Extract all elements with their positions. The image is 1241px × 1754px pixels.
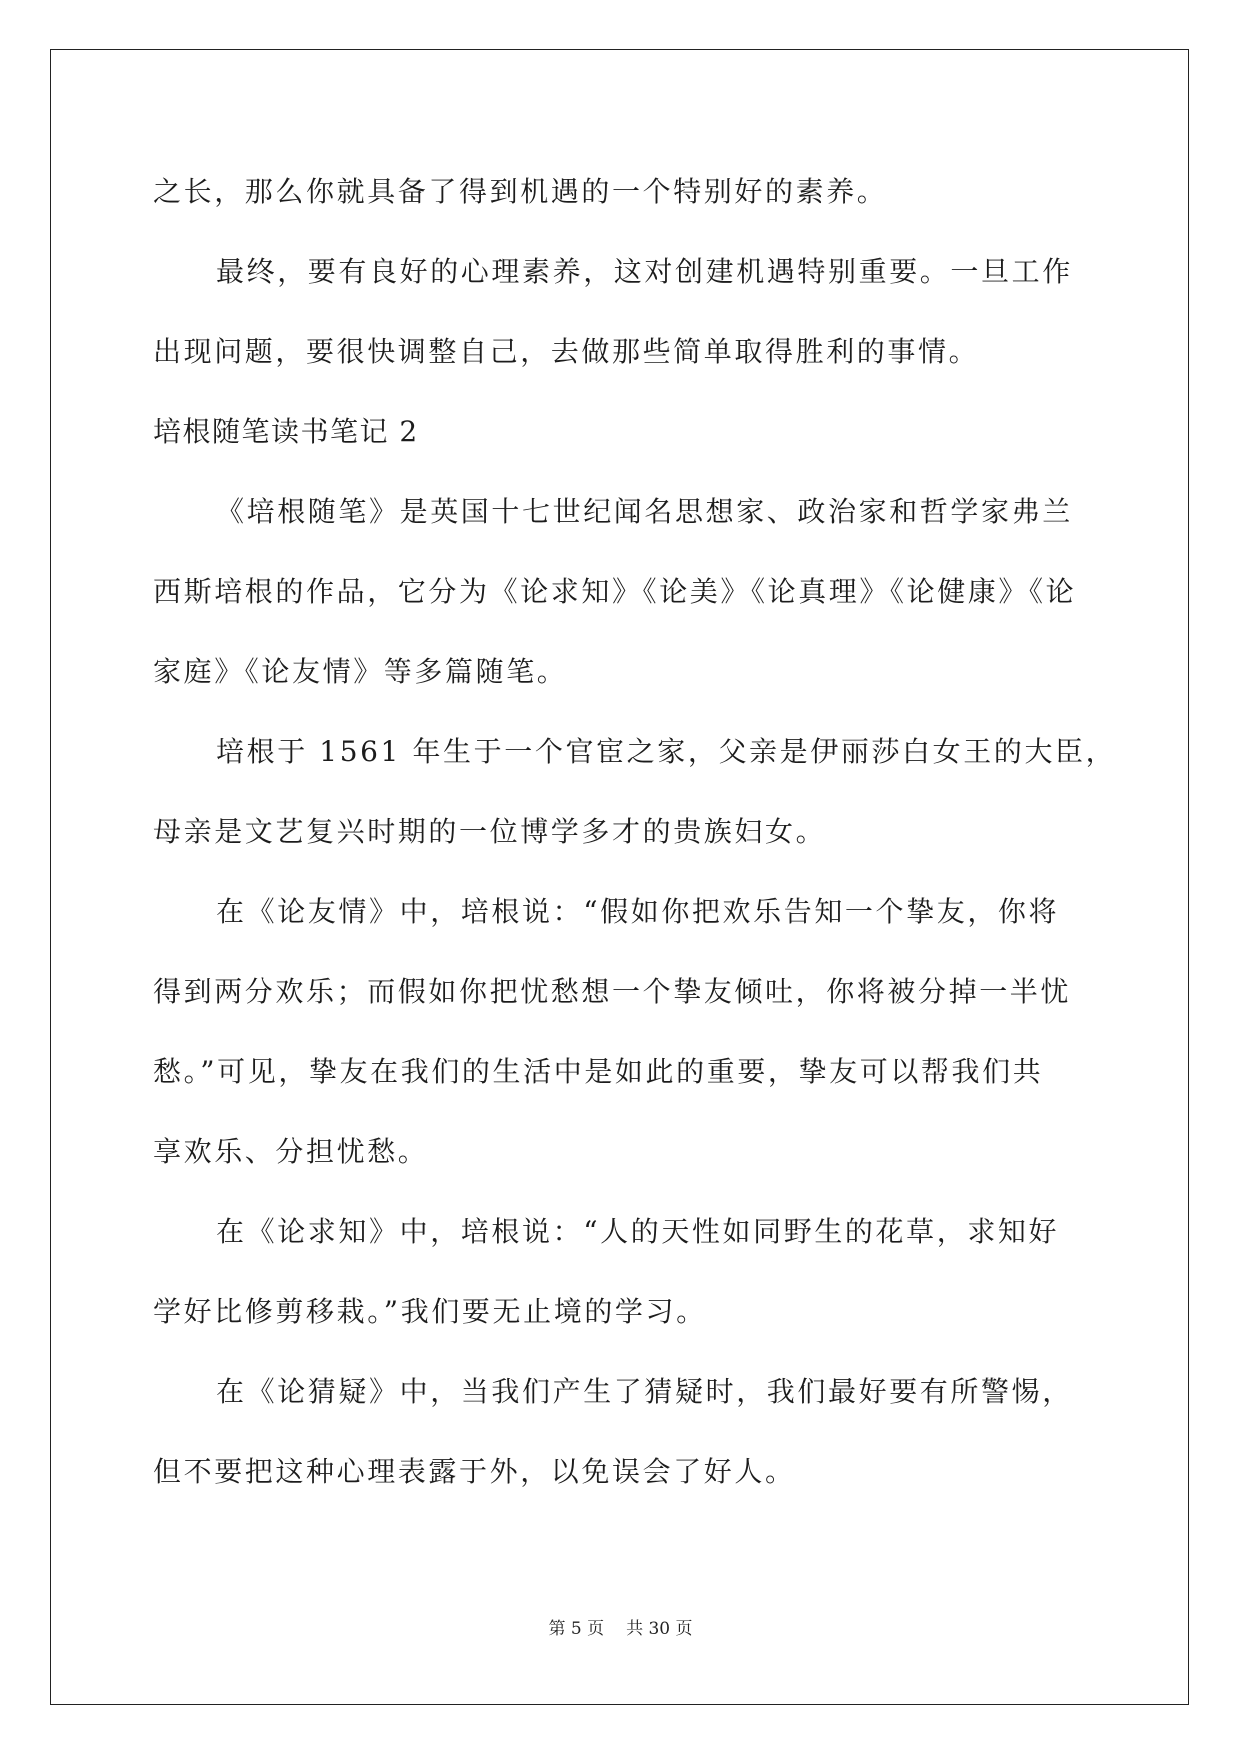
body-text-line: 在《论友情》中，培根说：“假如你把欢乐告知一个挚友，你将 <box>216 895 1060 928</box>
body-text-line: 在《论求知》中，培根说：“人的天性如同野生的花草，求知好 <box>216 1215 1060 1248</box>
body-text-line: 培根于 1561 年生于一个官宦之家，父亲是伊丽莎白女王的大臣， <box>216 735 1117 768</box>
page-footer <box>0 1618 1241 1640</box>
body-text-line: 学好比修剪移栽。”我们要无止境的学习。 <box>153 1295 707 1328</box>
page-total: 共 30 页 <box>626 1619 693 1639</box>
page-number: 第 5 页 <box>548 1619 605 1639</box>
body-text-line: 最终，要有良好的心理素养，这对创建机遇特别重要。一旦工作 <box>216 255 1073 288</box>
section-heading: 培根随笔读书笔记 2 <box>153 415 419 448</box>
body-text-line: 得到两分欢乐；而假如你把忧愁想一个挚友倾吐，你将被分掉一半忧 <box>153 975 1072 1008</box>
body-text-line: 之长，那么你就具备了得到机遇的一个特别好的素养。 <box>153 175 888 208</box>
body-text-line: 家庭》《论友情》等多篇随笔。 <box>153 655 568 688</box>
body-text-line: 母亲是文艺复兴时期的一位博学多才的贵族妇女。 <box>153 815 827 848</box>
body-text-line: 《培根随笔》是英国十七世纪闻名思想家、政治家和哲学家弗兰 <box>216 495 1073 528</box>
body-text-line: 在《论猜疑》中，当我们产生了猜疑时，我们最好要有所警惕， <box>216 1375 1073 1408</box>
body-text-line: 出现问题，要很快调整自己，去做那些简单取得胜利的事情。 <box>153 335 980 368</box>
body-text-line: 愁。”可见，挚友在我们的生活中是如此的重要，挚友可以帮我们共 <box>153 1055 1044 1088</box>
body-text-line: 西斯培根的作品，它分为《论求知》《论美》《论真理》《论健康》《论 <box>153 575 1077 608</box>
body-text-line: 享欢乐、分担忧愁。 <box>153 1135 429 1168</box>
body-text-line: 但不要把这种心理表露于外，以免误会了好人。 <box>153 1455 796 1488</box>
